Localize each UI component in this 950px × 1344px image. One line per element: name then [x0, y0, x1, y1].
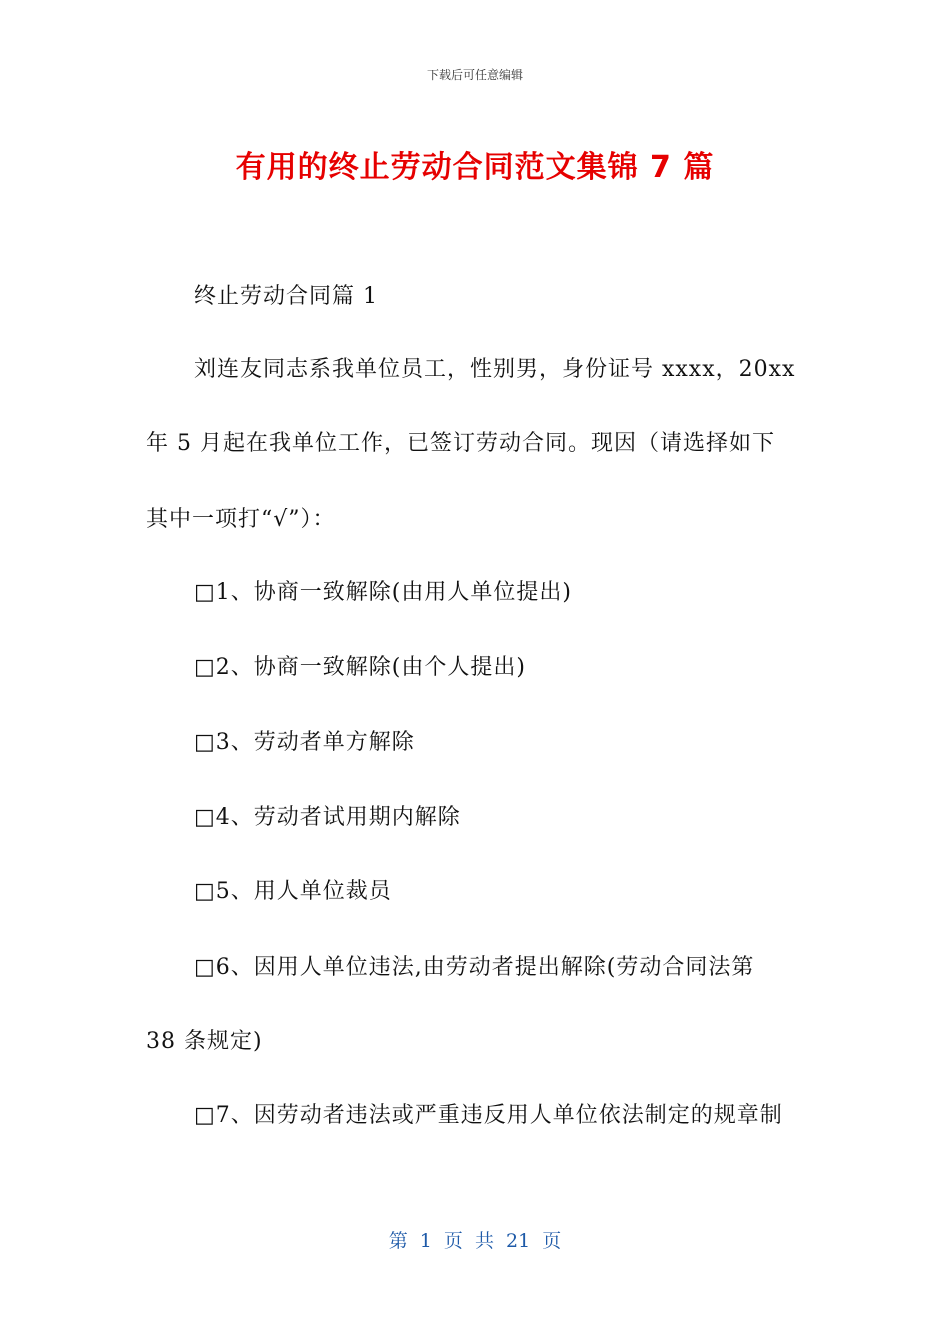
page-footer: 第 1 页 共 21 页	[388, 1230, 562, 1252]
option-item-6-continuation: 38 条规定)	[146, 1029, 263, 1054]
option-item-3: □3、劳动者单方解除	[194, 730, 415, 755]
section-heading: 终止劳动合同篇 1	[194, 284, 378, 309]
option-item-4: □4、劳动者试用期内解除	[194, 805, 461, 830]
paragraph-line-2: 年 5 月起在我单位工作，已签订劳动合同。现因（请选择如下	[146, 431, 775, 456]
paragraph-line-1: 刘连友同志系我单位员工，性别男，身份证号 xxxx，20xx	[194, 357, 796, 382]
option-item-6: □6、因用人单位违法,由劳动者提出解除(劳动合同法第	[194, 955, 755, 980]
paragraph-line-3: 其中一项打“√”）：	[146, 507, 336, 532]
header-note: 下载后可任意编辑	[426, 68, 523, 82]
option-item-5: □5、用人单位裁员	[194, 879, 392, 904]
option-item-1: □1、协商一致解除(由用人单位提出)	[194, 580, 572, 605]
document-title: 有用的终止劳动合同范文集锦 7 篇	[235, 150, 715, 185]
option-item-2: □2、协商一致解除(由个人提出)	[194, 655, 526, 680]
option-item-7: □7、因劳动者违法或严重违反用人单位依法制定的规章制	[194, 1103, 783, 1128]
